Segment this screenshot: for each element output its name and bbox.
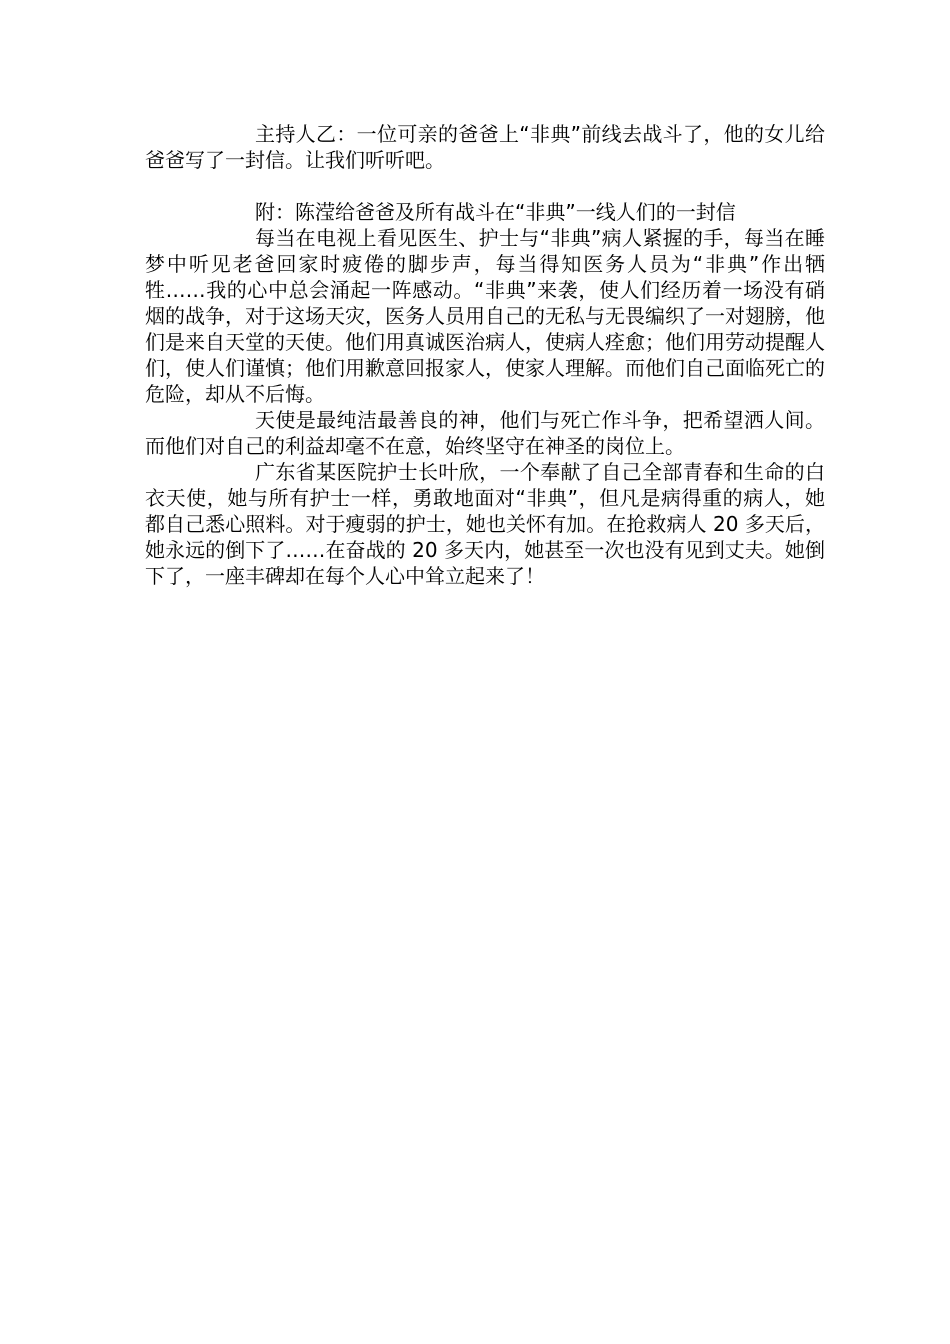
- paragraph-letter-title: 附：陈滢给爸爸及所有战斗在“非典”一线人们的一封信: [255, 200, 736, 224]
- paragraph-host-intro: 主持人乙：一位可亲的爸爸上“非典”前线去战斗了，他的女儿给爸爸写了一封信。让我们听听吧。: [145, 122, 825, 172]
- paragraph-letter-body-3: 广东省某医院护士长叶欣，一个奉献了自己全部青春和生命的白衣天使，她与所有护士一样，勇敢地面对“非典”，但凡是病得重的病人，她都自己悉心照料。对于瘦弱的护士，她也关怀有加。在抢救病人 20 多天后，她永远的倒下了……在奋战的 20 多天内，她甚至一次也没有见到丈夫。她倒下了，一座丰碑却在每个人心中耸立起来了！: [145, 460, 825, 588]
- paragraph-spacer: [145, 173, 825, 199]
- paragraph-letter-body-2: 天使是最纯洁最善良的神，他们与死亡作斗争，把希望洒人间。而他们对自己的利益却毫不在意，始终坚守在神圣的岗位上。: [145, 408, 825, 458]
- paragraph-letter-body-1: 每当在电视上看见医生、护士与“非典”病人紧握的手，每当在睡梦中听见老爸回家时疲倦的脚步声，每当得知医务人员为“非典”作出牺牲……我的心中总会涌起一阵感动。“非典”来袭，使人们经历着一场没有硝烟的战争，对于这场天灾，医务人员用自己的无私与无畏编织了一对翅膀，他们是来自天堂的天使。他们用真诚医治病人，使病人痊愈；他们用劳动提醒人们，使人们谨慎；他们用歉意回报家人，使家人理解。而他们自己面临死亡的危险，却从不后悔。: [145, 226, 825, 406]
- document-body: [145, 121, 825, 589]
